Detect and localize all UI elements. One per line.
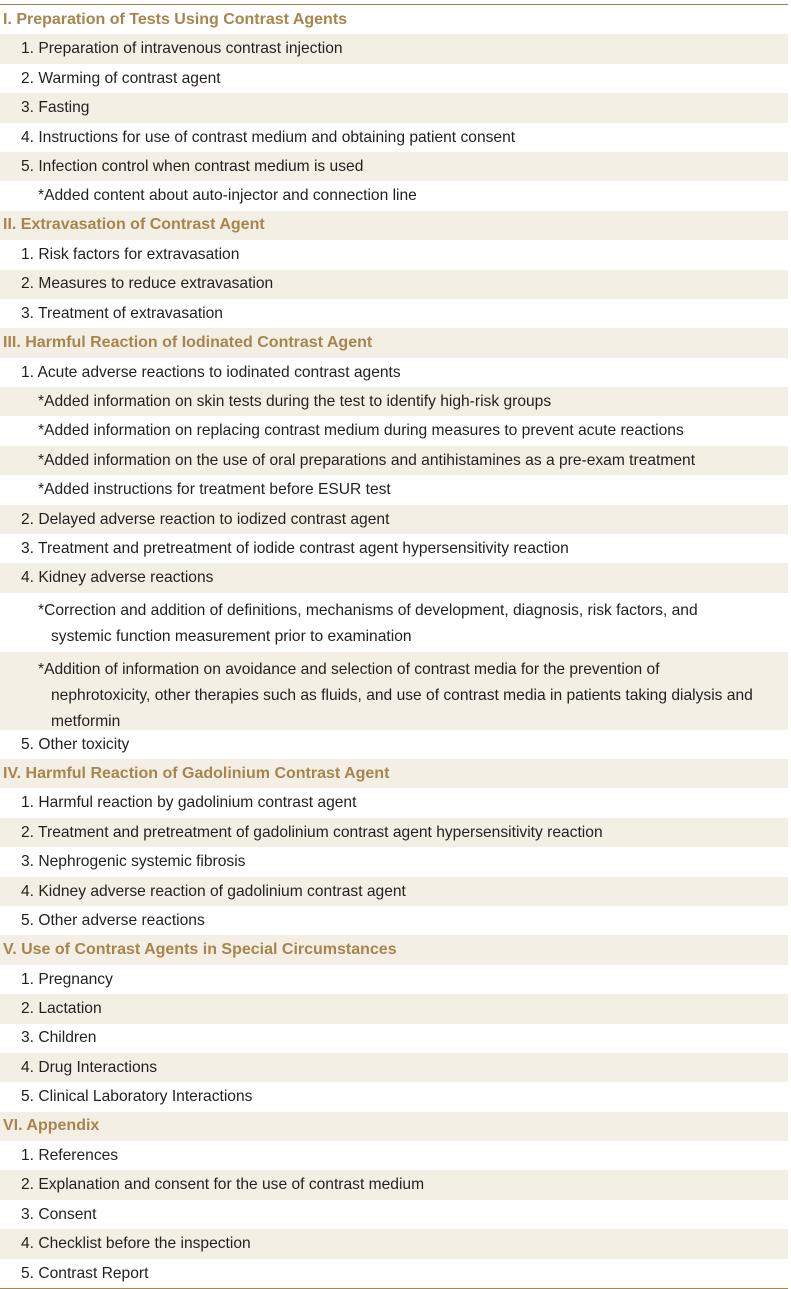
- toc-item: [0, 1082, 788, 1111]
- toc-item: [0, 906, 788, 935]
- toc-item-text: 1. Acute adverse reactions to iodinated contrast agents: [21, 363, 401, 381]
- section-heading-text: VI. Appendix: [3, 1117, 100, 1135]
- toc-item-text: 1. References: [21, 1147, 119, 1165]
- toc-item: [0, 818, 788, 847]
- toc-item: [0, 358, 788, 387]
- toc-note-text: *Added content about auto-injector and connection line: [38, 187, 417, 205]
- toc-item: [0, 788, 788, 817]
- toc-item-text: 1. Risk factors for extravasation: [21, 246, 240, 264]
- toc-item: [0, 240, 788, 269]
- toc-item: [0, 34, 788, 63]
- toc-item-text: 5. Infection control when contrast medium is used: [21, 157, 364, 175]
- toc-item: [0, 730, 788, 759]
- toc-note: [0, 416, 788, 445]
- toc-item: [0, 847, 788, 876]
- toc-note-text: *Correction and addition of definitions, mechanisms of development, diagnosis, risk factors, and systemic function measurement prior to examination: [38, 601, 698, 645]
- table-of-contents: [0, 4, 788, 1289]
- toc-item-text: 2. Delayed adverse reaction to iodized contrast agent: [21, 510, 390, 528]
- toc-item: [0, 1229, 788, 1258]
- toc-item-text: 5. Clinical Laboratory Interactions: [21, 1088, 253, 1106]
- section-heading-text: I. Preparation of Tests Using Contrast Agents: [3, 10, 348, 28]
- toc-item-text: 3. Children: [21, 1029, 97, 1047]
- toc-item: [0, 1141, 788, 1170]
- toc-item-text: 3. Treatment and pretreatment of iodide contrast agent hypersensitivity reaction: [21, 539, 569, 557]
- toc-item-text: 4. Drug Interactions: [21, 1058, 158, 1076]
- toc-item: [0, 965, 788, 994]
- toc-item-text: 4. Instructions for use of contrast medium and obtaining patient consent: [21, 128, 516, 146]
- section-heading-text: V. Use of Contrast Agents in Special Circumstances: [3, 941, 397, 959]
- toc-item-text: 4. Kidney adverse reactions: [21, 569, 214, 587]
- toc-item: [0, 1053, 788, 1082]
- toc-note: [0, 475, 788, 504]
- toc-item: [0, 270, 788, 299]
- toc-note-text: *Added information on the use of oral preparations and antihistamines as a pre-exam treatment: [38, 451, 696, 469]
- section-heading: [0, 1112, 788, 1141]
- toc-item-text: 2. Warming of contrast agent: [21, 69, 221, 87]
- toc-note: [0, 387, 788, 416]
- toc-note-text: *Added instructions for treatment before ESUR test: [38, 481, 391, 499]
- toc-item: [0, 877, 788, 906]
- toc-note: [0, 446, 788, 475]
- toc-item-text: 3. Nephrogenic systemic fibrosis: [21, 853, 246, 871]
- toc-item-text: 5. Other toxicity: [21, 735, 130, 753]
- toc-item: [0, 505, 788, 534]
- toc-item: [0, 64, 788, 93]
- toc-item: [0, 93, 788, 122]
- toc-item-text: 1. Pregnancy: [21, 970, 113, 988]
- section-heading-text: IV. Harmful Reaction of Gadolinium Contrast Agent: [3, 764, 390, 782]
- toc-item: [0, 299, 788, 328]
- toc-item-text: 4. Kidney adverse reaction of gadolinium contrast agent: [21, 882, 406, 900]
- toc-item-text: 2. Measures to reduce extravasation: [21, 275, 274, 293]
- toc-item-text: 1. Preparation of intravenous contrast injection: [21, 40, 343, 58]
- toc-item-text: 3. Consent: [21, 1205, 97, 1223]
- section-heading-text: II. Extravasation of Contrast Agent: [3, 216, 265, 234]
- toc-item-text: 5. Other adverse reactions: [21, 911, 205, 929]
- toc-item: [0, 1170, 788, 1199]
- toc-note: [0, 181, 788, 210]
- toc-item: [0, 1024, 788, 1053]
- toc-note-text: *Added information on replacing contrast medium during measures to prevent acute reactions: [38, 422, 684, 440]
- toc-item-text: 2. Lactation: [21, 1000, 102, 1018]
- toc-item: [0, 534, 788, 563]
- toc-item-text: 2. Treatment and pretreatment of gadolinium contrast agent hypersensitivity reaction: [21, 823, 603, 841]
- toc-item: [0, 152, 788, 181]
- toc-item-text: 4. Checklist before the inspection: [21, 1235, 251, 1253]
- section-heading: [0, 759, 788, 788]
- section-heading: [0, 5, 788, 34]
- section-heading: [0, 935, 788, 964]
- section-heading: [0, 211, 788, 240]
- toc-note: [0, 652, 788, 730]
- toc-item: [0, 1200, 788, 1229]
- toc-note: [0, 593, 788, 652]
- toc-item: [0, 123, 788, 152]
- section-heading-text: III. Harmful Reaction of Iodinated Contrast Agent: [3, 333, 373, 351]
- toc-item-text: 2. Explanation and consent for the use of contrast medium: [21, 1176, 425, 1194]
- toc-item-text: 3. Fasting: [21, 99, 90, 117]
- toc-item: [0, 563, 788, 592]
- toc-item-text: 1. Harmful reaction by gadolinium contrast agent: [21, 794, 357, 812]
- toc-note-text: *Added information on skin tests during the test to identify high-risk groups: [38, 393, 552, 411]
- toc-item-text: 5. Contrast Report: [21, 1264, 149, 1282]
- section-heading: [0, 328, 788, 357]
- toc-item-text: 3. Treatment of extravasation: [21, 304, 223, 322]
- toc-note-text: *Addition of information on avoidance and selection of contrast media for the prevention of nephrotoxicity, other therapies such as fluids, and use of contrast media in patients taking dialysis and metformin: [38, 660, 753, 730]
- toc-item: [0, 994, 788, 1023]
